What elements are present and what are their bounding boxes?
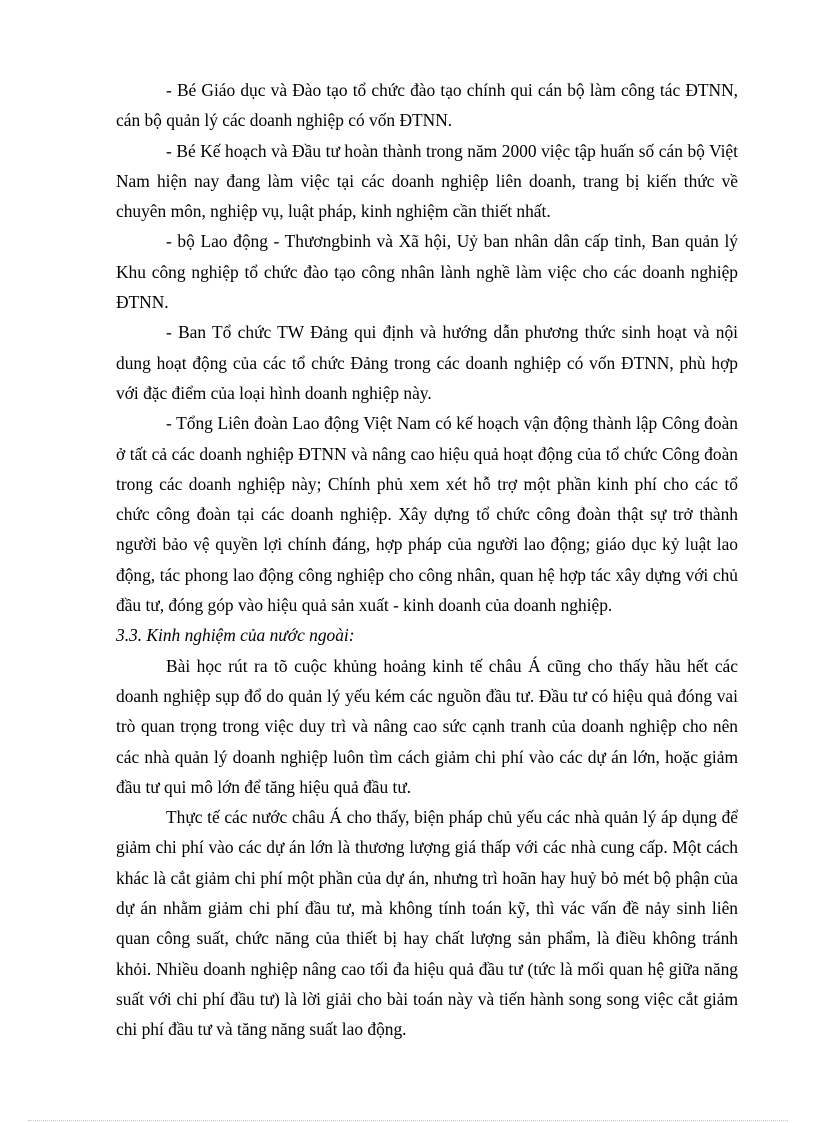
paragraph-trade-union: - Tổng Liên đoàn Lao động Việt Nam có kế hoạch vận động thành lập Công đoàn ở tất cả các doanh nghiệp ĐTNN và nâng cao hiệu quả hoạt động của tổ chức Công đoàn trong các doanh nghiệp này; Chính phủ xem xét hỗ trợ một phần kinh phí cho các tổ chức công đoàn tại các doanh nghiệp. Xây dựng tổ chức công đoàn thật sự trở thành người bảo vệ quyền lợi chính đáng, hợp pháp của người lao động; giáo dục kỷ luật lao động, tác phong lao động công nghiệp cho công nhân, quan hệ hợp tác xây dựng với chủ đầu tư, đóng góp vào hiệu quả sản xuất - kinh doanh của doanh nghiệp. [116, 413, 738, 616]
paragraph-ministry-education: - Bé Giáo dục và Đào tạo tổ chức đào tạo chính qui cán bộ làm công tác ĐTNN, cán bộ quản lý các doanh nghiệp có vốn ĐTNN. [116, 80, 738, 131]
paragraph-ministry-planning: - Bé Kế hoạch và Đầu tư hoàn thành trong năm 2000 việc tập huấn số cán bộ Việt Nam hiện nay đang làm việc tại các doanh nghiệp liên doanh, trang bị kiến thức về chuyên môn, nghiệp vụ, luật pháp, kinh nghiệm cần thiết nhất. [116, 140, 738, 222]
paragraph-asian-practice: Thực tế các nước châu Á cho thấy, biện pháp chủ yếu các nhà quản lý áp dụng để giảm chi phí vào các dự án lớn là thương lượng giá thấp với các nhà cung cấp. Một cách khác là cắt giảm chi phí một phần của dự án, nhưng trì hoãn hay huỷ bỏ mét bộ phận của dự án nhằm giảm chi phí đầu tư, mà không tính toán kỹ, thì vác vấn đề nảy sinh liên quan công suất, chức năng của thiết bị hay chất lượng sản phẩm, là điều không tránh khỏi. Nhiều doanh nghiệp nâng cao tối đa hiệu quả đầu tư (tức là mối quan hệ giữa năng suất với chi phí đầu tư) là lời giải cho bài toán này và tiến hành song song việc cắt giảm chi phí đầu tư và tăng năng suất lao động. [116, 807, 738, 1040]
paragraph-ministry-labour: - bộ Lao động - Thươngbinh và Xã hội, Uỷ ban nhân dân cấp tỉnh, Ban quản lý Khu công nghiệp tổ chức đào tạo công nhân lành nghề làm việc cho các doanh nghiệp ĐTNN. [116, 231, 738, 313]
paragraph-lessons: Bài học rút ra tõ cuộc khủng hoảng kinh tế châu Á cũng cho thấy hầu hết các doanh nghiệp sụp đổ do quản lý yếu kém các nguồn đầu tư. Đầu tư có hiệu quả đóng vai trò quan trọng trong việc duy trì và nâng cao sức cạnh tranh của doanh nghiệp cho nên các nhà quản lý doanh nghiệp luôn tìm cách giảm chi phí vào các dự án lớn, hoặc giảm đầu tư qui mô lớn để tăng hiệu quả đầu tư. [116, 655, 738, 797]
paragraph-party-organization: - Ban Tổ chức TW Đảng qui định và hướng dẫn phương thức sinh hoạt và nội dung hoạt động của các tổ chức Đảng trong các doanh nghiệp có vốn ĐTNN, phù hợp với đặc điểm của loại hình doanh nghiệp này. [116, 322, 738, 403]
section-heading: 3.3. Kinh nghiệm của nước ngoài: [116, 625, 355, 646]
document-page [116, 75, 738, 1045]
page-bottom-border [28, 1120, 788, 1121]
